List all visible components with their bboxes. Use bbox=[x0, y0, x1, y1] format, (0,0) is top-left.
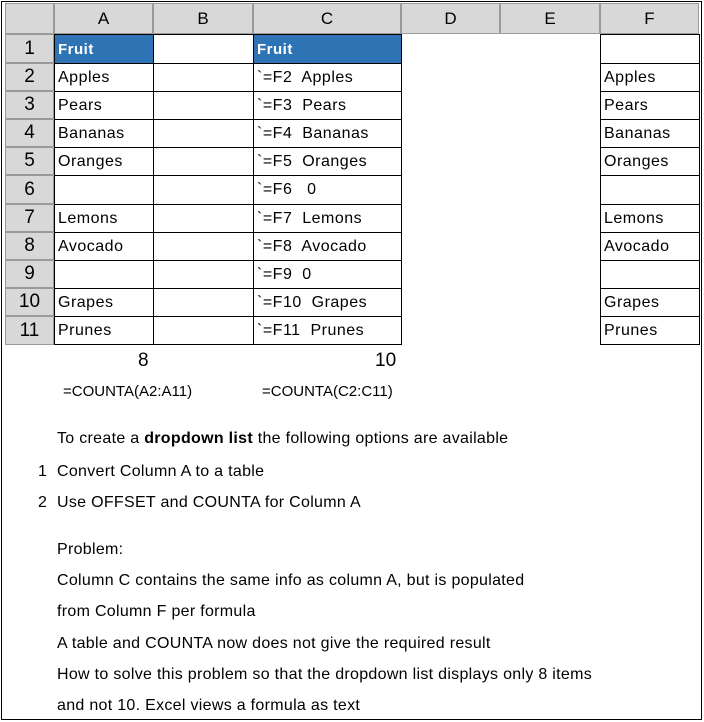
option-1-number: 1 bbox=[38, 463, 48, 480]
cell-c11[interactable]: `=F11 Prunes bbox=[253, 316, 402, 345]
problem-line-3: A table and COUNTA now does not give the required result bbox=[57, 635, 491, 652]
cell-c9[interactable]: `=F9 0 bbox=[253, 260, 402, 289]
cell-f11[interactable]: Prunes bbox=[600, 316, 700, 345]
problem-line-4: How to solve this problem so that the dropdown list displays only 8 items bbox=[57, 666, 593, 683]
cell-b7[interactable] bbox=[153, 204, 254, 233]
cell-f4[interactable]: Bananas bbox=[600, 119, 700, 148]
cell-a7[interactable]: Lemons bbox=[54, 204, 154, 233]
problem-title: Problem: bbox=[57, 541, 124, 558]
cell-f5[interactable]: Oranges bbox=[600, 147, 700, 176]
cell-c5[interactable]: `=F5 Oranges bbox=[253, 147, 402, 176]
cell-f9[interactable] bbox=[600, 260, 700, 289]
cell-a9[interactable] bbox=[54, 260, 154, 289]
cell-c6[interactable]: `=F6 0 bbox=[253, 175, 402, 205]
count-a-value: 8 bbox=[138, 350, 149, 371]
row-header-5[interactable]: 5 bbox=[5, 147, 54, 175]
option-1-text: Convert Column A to a table bbox=[57, 463, 265, 480]
cell-c2[interactable]: `=F2 Apples bbox=[253, 63, 402, 92]
cell-f10[interactable]: Grapes bbox=[600, 288, 700, 317]
select-all-corner[interactable] bbox=[5, 3, 54, 34]
intro-bold: dropdown list bbox=[144, 430, 253, 447]
row-header-3[interactable]: 3 bbox=[5, 91, 54, 119]
row-header-11[interactable]: 11 bbox=[5, 316, 54, 345]
cell-b2[interactable] bbox=[153, 63, 254, 92]
cell-b11[interactable] bbox=[153, 316, 254, 345]
cell-a11[interactable]: Prunes bbox=[54, 316, 154, 345]
row-header-4[interactable]: 4 bbox=[5, 119, 54, 147]
row-header-8[interactable]: 8 bbox=[5, 232, 54, 260]
cell-f3[interactable]: Pears bbox=[600, 91, 700, 120]
column-header-a[interactable]: A bbox=[54, 3, 153, 34]
column-header-e[interactable]: E bbox=[500, 3, 600, 34]
cell-b8[interactable] bbox=[153, 232, 254, 261]
intro-suffix: the following options are available bbox=[252, 430, 509, 447]
cell-a2[interactable]: Apples bbox=[54, 63, 154, 92]
problem-line-1: Column C contains the same info as column A, but is populated bbox=[57, 572, 525, 589]
intro-prefix: To create a bbox=[57, 430, 145, 447]
cell-a5[interactable]: Oranges bbox=[54, 147, 154, 176]
cell-c7[interactable]: `=F7 Lemons bbox=[253, 204, 402, 233]
count-c-formula: =COUNTA(C2:C11) bbox=[262, 383, 393, 400]
column-header-d[interactable]: D bbox=[401, 3, 500, 34]
cell-f2[interactable]: Apples bbox=[600, 63, 700, 92]
column-header-f[interactable]: F bbox=[600, 3, 699, 34]
option-2-text: Use OFFSET and COUNTA for Column A bbox=[57, 494, 361, 511]
cell-a1[interactable]: Fruit bbox=[54, 34, 154, 64]
cell-a4[interactable]: Bananas bbox=[54, 119, 154, 148]
option-2-number: 2 bbox=[38, 494, 48, 511]
column-header-c[interactable]: C bbox=[253, 3, 401, 34]
cell-f7[interactable]: Lemons bbox=[600, 204, 700, 233]
cell-b10[interactable] bbox=[153, 288, 254, 317]
row-header-2[interactable]: 2 bbox=[5, 63, 54, 91]
cell-c1[interactable]: Fruit bbox=[253, 34, 402, 64]
cell-a3[interactable]: Pears bbox=[54, 91, 154, 120]
cell-c10[interactable]: `=F10 Grapes bbox=[253, 288, 402, 317]
cell-c8[interactable]: `=F8 Avocado bbox=[253, 232, 402, 261]
row-header-6[interactable]: 6 bbox=[5, 175, 54, 204]
cell-a6[interactable] bbox=[54, 175, 154, 205]
cell-b5[interactable] bbox=[153, 147, 254, 176]
cell-b4[interactable] bbox=[153, 119, 254, 148]
cell-b1[interactable] bbox=[153, 34, 254, 64]
count-a-formula: =COUNTA(A2:A11) bbox=[63, 383, 193, 400]
cell-a10[interactable]: Grapes bbox=[54, 288, 154, 317]
problem-line-2: from Column F per formula bbox=[57, 603, 256, 620]
cell-f1[interactable] bbox=[600, 34, 700, 64]
cell-f8[interactable]: Avocado bbox=[600, 232, 700, 261]
cell-b9[interactable] bbox=[153, 260, 254, 289]
column-header-b[interactable]: B bbox=[153, 3, 253, 34]
row-header-10[interactable]: 10 bbox=[5, 288, 54, 316]
cell-f6[interactable] bbox=[600, 175, 700, 205]
count-c-value: 10 bbox=[375, 350, 397, 371]
row-header-7[interactable]: 7 bbox=[5, 204, 54, 232]
cell-b6[interactable] bbox=[153, 175, 254, 205]
problem-line-5: and not 10. Excel views a formula as text bbox=[57, 697, 361, 714]
cell-b3[interactable] bbox=[153, 91, 254, 120]
row-header-1[interactable]: 1 bbox=[5, 34, 54, 63]
cell-a8[interactable]: Avocado bbox=[54, 232, 154, 261]
cell-c3[interactable]: `=F3 Pears bbox=[253, 91, 402, 120]
cell-c4[interactable]: `=F4 Bananas bbox=[253, 119, 402, 148]
row-header-9[interactable]: 9 bbox=[5, 260, 54, 288]
intro-text bbox=[57, 430, 508, 448]
